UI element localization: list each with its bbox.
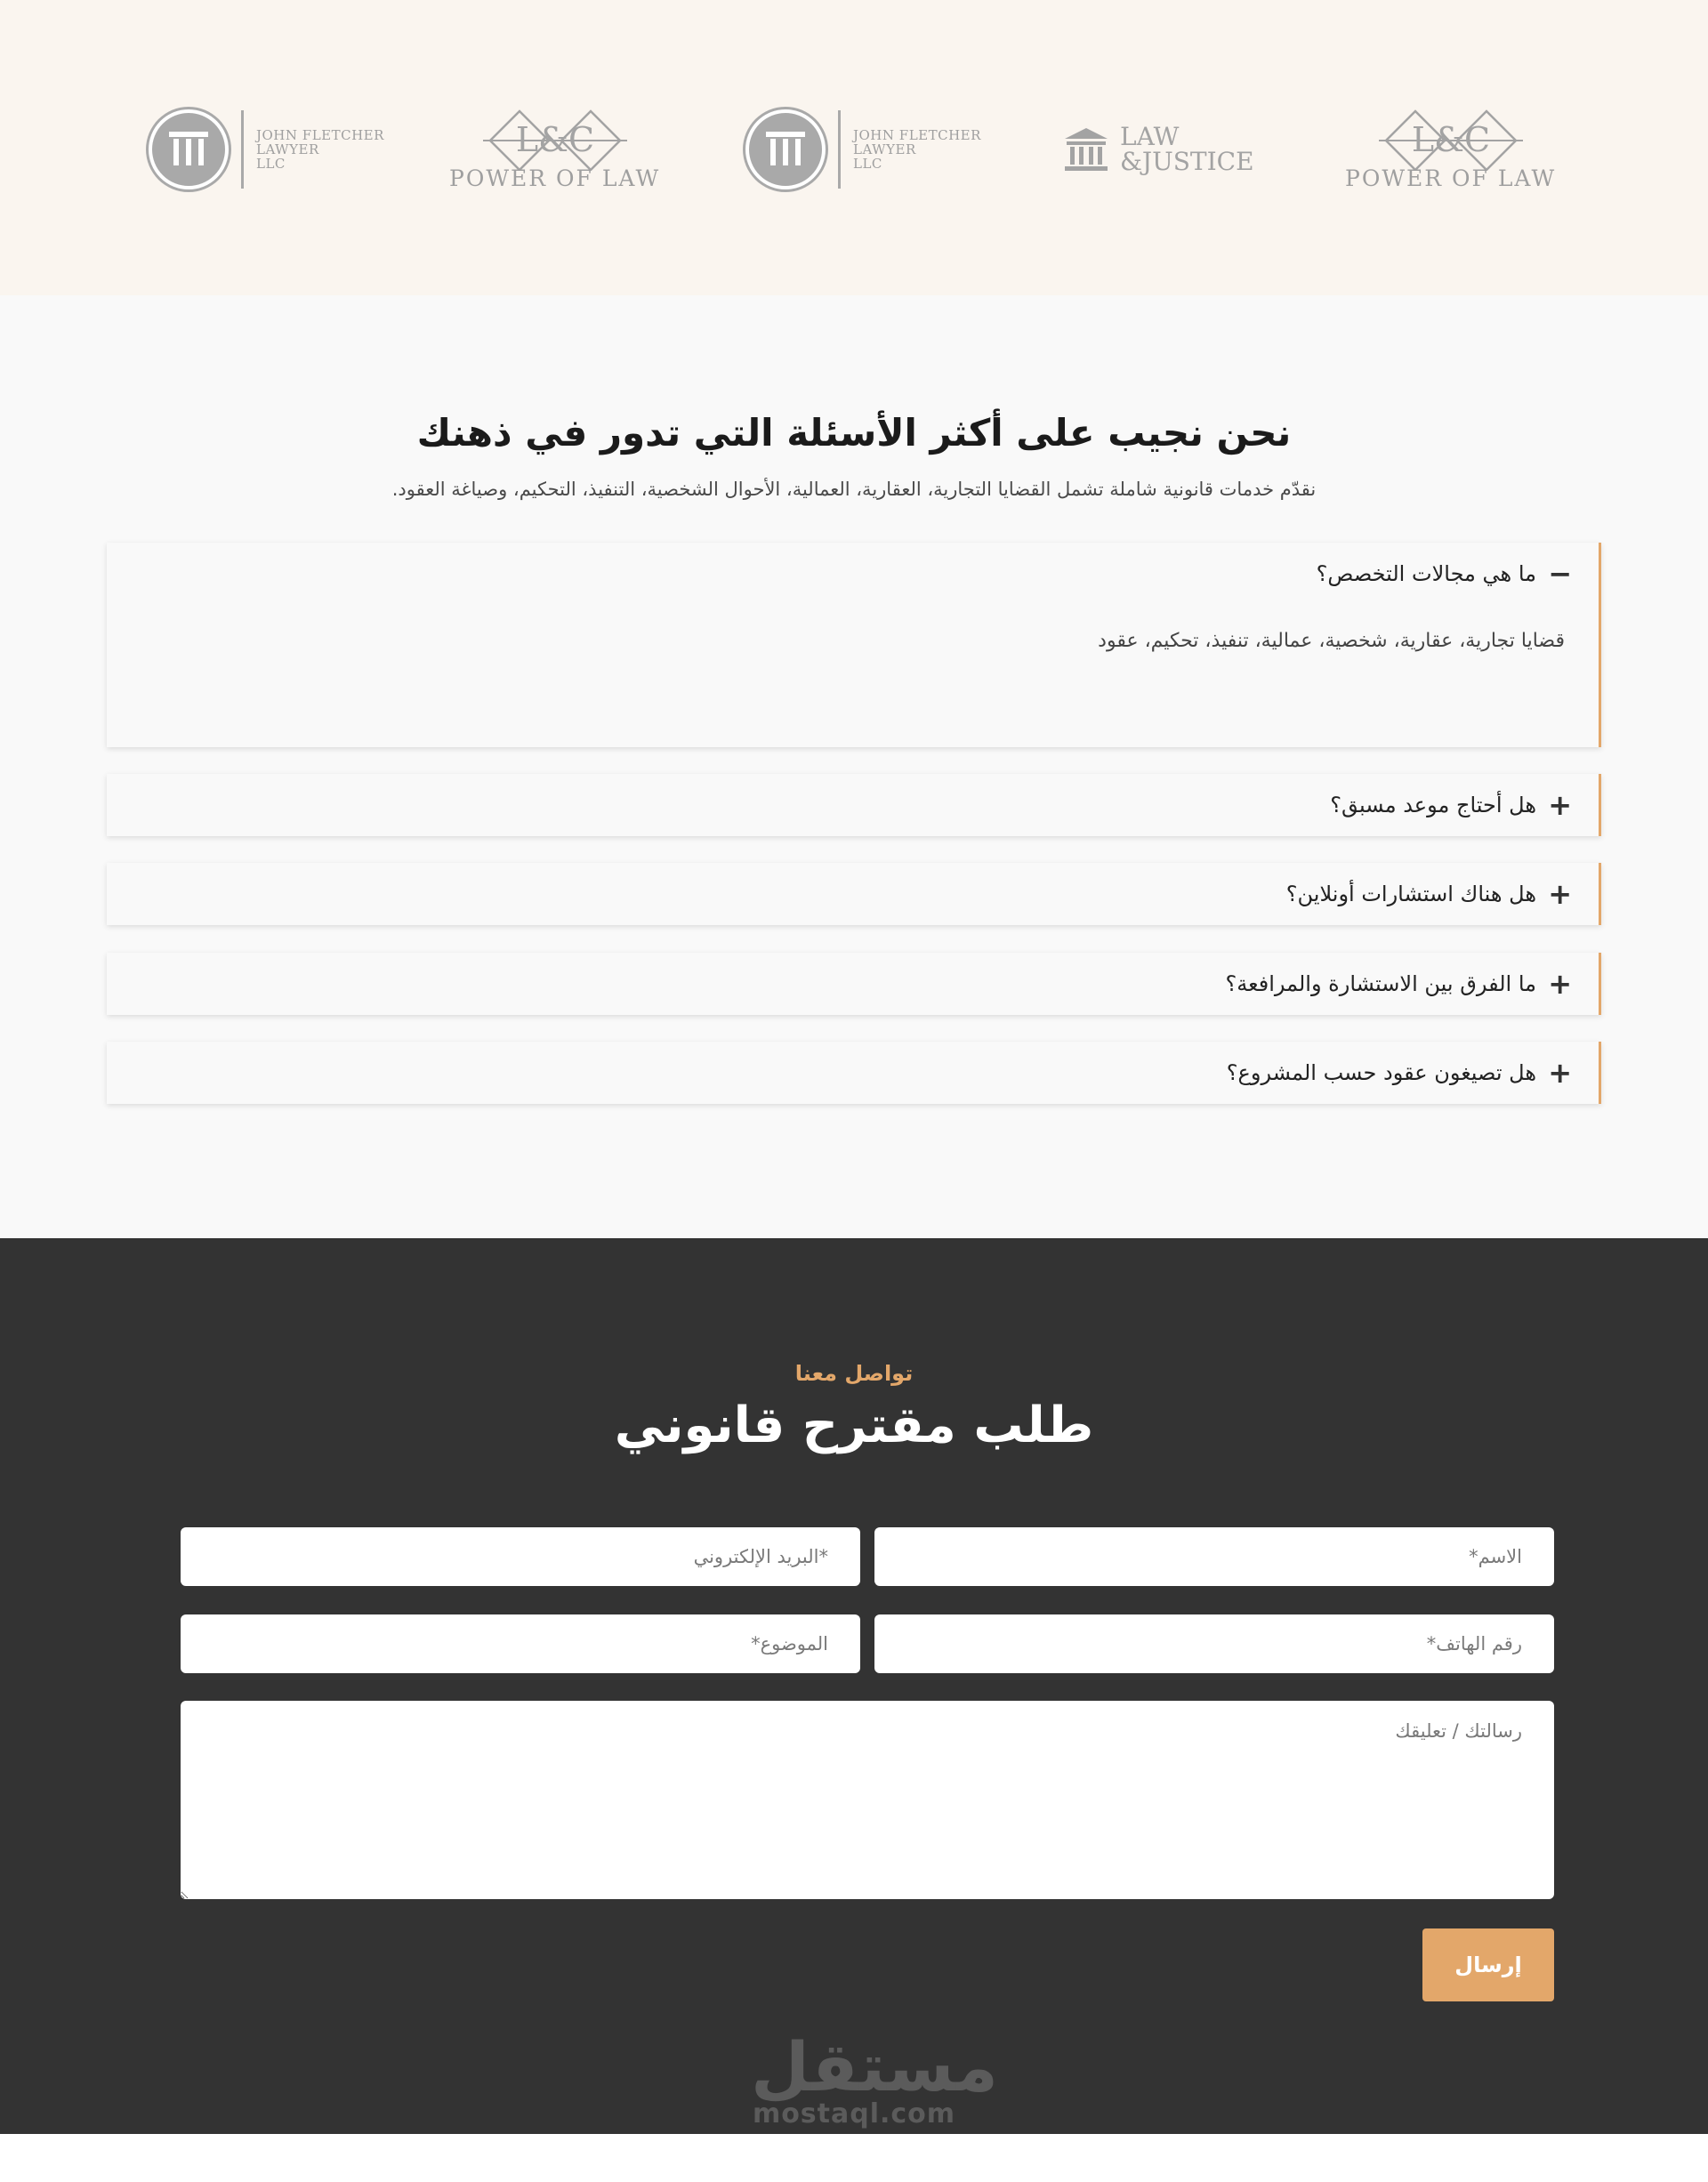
contact-kicker: تواصل معنا [794,1361,914,1386]
message-field[interactable] [181,1701,1554,1899]
minus-icon[interactable]: − [1548,557,1572,591]
logo-text: POWER OF LAW [1345,165,1557,191]
watermark-latin: mostaql.com [752,2098,956,2130]
logo-text: JOHN FLETCHER LAWYER LLC [256,127,384,172]
faq-question-header[interactable] [1286,863,1572,925]
plus-icon[interactable]: + [1548,1056,1572,1090]
logo-power-of-law-1 [449,105,660,194]
faq-question-header[interactable] [1317,543,1572,605]
faq-item-appointment[interactable] [107,774,1601,836]
faq-question[interactable]: هل تصيغون عقود حسب المشروع؟ [1226,1060,1536,1085]
faq-question[interactable]: هل هناك استشارات أونلاين؟ [1285,882,1536,906]
faq-question[interactable]: هل أحتاج موعد مسبق؟ [1330,793,1536,817]
courthouse-icon [1061,125,1111,174]
columns-seal-icon [745,109,826,189]
faq-title: نحن نجيب على أكثر الأسئلة التي تدور في ذهنك [416,411,1292,455]
faq-question-header[interactable] [1226,953,1572,1015]
faq-item-online[interactable] [107,863,1601,925]
faq-subtitle: نقدّم خدمات قانونية شاملة تشمل القضايا التجارية، العقارية، العمالية، الأحوال الشخصية، التنفيذ، التحكيم، وصياغة العقود. [391,479,1317,500]
logo-john-fletcher-2 [745,105,981,194]
plus-icon[interactable]: + [1548,788,1572,822]
name-field[interactable] [874,1527,1554,1586]
phone-field[interactable] [874,1614,1554,1673]
diamonds-mark-icon [1375,109,1527,171]
logo-law-justice [1061,105,1254,194]
partner-logos-band [0,0,1708,295]
plus-icon[interactable]: + [1548,877,1572,911]
columns-seal-icon [149,109,229,189]
logo-john-fletcher-1 [149,105,384,194]
diamonds-mark-icon [479,109,631,171]
send-button[interactable]: إرسال [1422,1928,1554,2001]
svg-text:L&C: L&C [515,119,594,159]
email-field[interactable] [181,1527,860,1586]
faq-question-header[interactable] [1227,1042,1572,1104]
contact-title: طلب مقترح قانوني [614,1397,1094,1454]
logo-power-of-law-2 [1345,105,1556,194]
logo-text: LAW &JUSTICE [1120,122,1254,176]
mostaql-watermark [751,2027,998,2130]
logo-text: POWER OF LAW [449,165,661,191]
faq-section [0,295,1708,1238]
faq-question[interactable]: ما هي مجالات التخصص؟ [1316,561,1536,586]
subject-field[interactable] [181,1614,860,1673]
svg-text:L&C: L&C [1411,119,1490,159]
plus-icon[interactable]: + [1548,967,1572,1001]
faq-question[interactable]: ما الفرق بين الاستشارة والمرافعة؟ [1225,971,1536,996]
faq-item-specialties[interactable] [107,543,1601,747]
contact-section [0,1238,1708,2134]
logo-divider [838,110,841,189]
logo-text: JOHN FLETCHER LAWYER LLC [853,127,981,172]
faq-item-difference[interactable] [107,953,1601,1015]
watermark-arabic: مستقل [751,2027,998,2106]
faq-answer: قضايا تجارية، عقارية، شخصية، عمالية، تنفيذ، تحكيم، عقود [1098,630,1565,652]
faq-item-contracts[interactable] [107,1042,1601,1104]
logo-divider [241,110,244,189]
faq-question-header[interactable] [1330,774,1572,836]
